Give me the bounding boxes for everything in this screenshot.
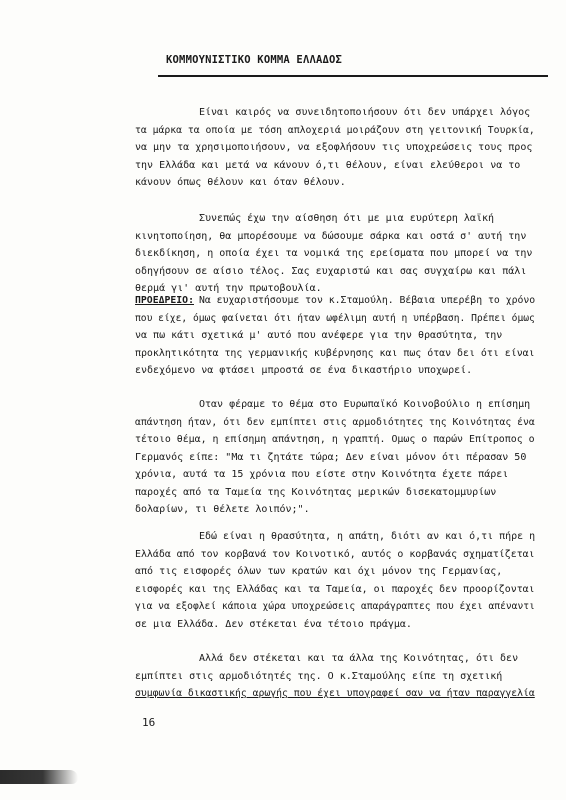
- line-text: τα μάρκα τα οποία με τόση απλοχεριά μοιράζουν στη γειτονική Τουρκία,: [135, 124, 535, 136]
- text-line: [135, 245, 535, 263]
- line-text: διεκδίκηση, η οποία έχει τα νομικά της ερείσματα που μπορεί να την: [135, 248, 533, 259]
- line-text: Οταν φέραμε το θέμα στο Ευρωπαϊκό Κοινοβούλιο η επίσημη: [199, 399, 531, 410]
- text-line: [135, 466, 535, 484]
- line-text: χρόνια, αυτά τα 15 χρόνια που είστε στην Κοινότητα έχετε πάρει: [135, 469, 509, 480]
- paragraph-4: [135, 396, 535, 519]
- line-text: εισφορές και της Ελλάδας και τα Ταμεία, οι παροχές δεν προορίζονται: [135, 583, 535, 595]
- line-text: συμφωνία δικαστικής αρωγής που έχει υπογραφεί σαν να ήταν παραγγελία: [135, 688, 535, 699]
- header-rule: [158, 75, 548, 77]
- line-text: δολαρίων, τι θέλετε λοιπόν;".: [135, 504, 310, 515]
- text-line: [135, 174, 535, 192]
- line-text: Είναι καιρός να συνειδητοποιήσουν ότι δεν υπάρχει λόγος: [199, 107, 531, 118]
- text-line: [135, 616, 535, 634]
- text-line: [135, 563, 535, 581]
- text-line: [135, 263, 535, 281]
- line-text: Εδώ είναι η θρασύτητα, η απάτη, διότι αν και ό,τι πήρε η: [199, 531, 535, 542]
- text-line: [135, 581, 535, 599]
- text-line: [135, 362, 535, 380]
- line-text: από τις εισφορές όλων των κρατών και όχι μόνον της Γερμανίας,: [135, 566, 503, 577]
- text-line: [135, 650, 535, 668]
- text-line: [135, 345, 535, 363]
- speaker-label: ΠΡΟΕΔΡΕΙΟ:: [135, 295, 194, 306]
- text-line: [135, 501, 535, 519]
- line-text: τέτοιο θέμα, η επίσημη απάντηση, η γραπτή. Ομως ο παρών Επίτροπος ο: [135, 434, 535, 445]
- text-line: [135, 327, 535, 345]
- line-text: κάνουν όπως θέλουν και όταν θέλουν.: [135, 177, 346, 188]
- line-text: Να ευχαριστήσουμε τον κ.Σταμούλη. Βέβαια υπερέβη το χρόνο: [198, 295, 535, 306]
- text-line: [135, 292, 535, 310]
- line-text: Γερμανός είπε: "Μα τι ζητάτε τώρα; Δεν είναι μόνον ότι πέρασαν 50: [135, 451, 527, 463]
- line-text: Αλλά δεν στέκεται και τα άλλα της Κοινότητας, ότι δεν: [199, 653, 519, 664]
- line-text: σε μια Ελλάδα. Δεν στέκεται ένα τέτοιο πράγμα.: [135, 618, 412, 630]
- line-text: εμπίπτει στις αρμοδιότητές της. Ο κ.Σταμούλης είπε τη σχετική: [135, 670, 503, 682]
- text-line: [135, 139, 535, 157]
- line-text: παροχές από τα Ταμεία της Κοινότητας μερικών δισεκατομμυρίων: [135, 486, 497, 498]
- line-text: κινητοποίηση, θα μπορέσουμε να δώσουμε σάρκα και οστά σ' αυτή την: [135, 230, 527, 242]
- paragraph-2: [135, 210, 535, 298]
- line-text: την Ελλάδα και μετά να κάνουν ό,τι θέλουν, είναι ελεύθεροι να το: [135, 159, 521, 171]
- text-line: [135, 228, 535, 246]
- line-text: να πω κάτι σχετικά μ' αυτό που ανέφερε για την θρασύτητα, την: [135, 330, 503, 341]
- text-line: [135, 528, 535, 546]
- line-text: ενδεχόμενο να φτάσει μπροστά σε ένα δικαστήριο υποχωρεί.: [135, 365, 473, 376]
- line-text: προκλητικότητα της γερμανικής κυβέρνησης και πως όταν δει ότι είναι: [135, 347, 535, 359]
- line-text: για να εξοφλεί κάποια χώρα υποχρεώσεις απαράγραπτες που έχει απέναντι: [135, 601, 535, 612]
- text-line: [135, 104, 535, 122]
- line-text: Συνεπώς έχω την αίσθηση ότι με μια ευρύτερη λαϊκή: [199, 213, 495, 224]
- text-line: [135, 449, 535, 467]
- line-text: Ελλάδα από τον κορβανά τον Κοινοτικό, αυτός ο κορβανάς σχηματίζεται: [135, 548, 535, 560]
- line-text: θερμά γι' αυτή την πρωτοβουλία.: [135, 283, 322, 294]
- text-line: [135, 685, 535, 703]
- text-line: [135, 210, 535, 228]
- line-text: οδηγήσουν σε αίσιο τέλος. Σας ευχαριστώ και σας συγχαίρω και πάλι: [135, 265, 527, 277]
- paragraph-3-presidium: [135, 292, 535, 380]
- text-line: [135, 598, 535, 616]
- text-line: [135, 122, 535, 140]
- text-line: [135, 396, 535, 414]
- text-line: [135, 668, 535, 686]
- scan-smudge: [0, 770, 78, 784]
- line-text: που είχε, όμως φαίνεται ότι ήταν ωφέλιμη αυτή η υπέρβαση. Πρέπει όμως: [135, 312, 535, 324]
- paragraph-1: [135, 104, 535, 192]
- text-line: [135, 431, 535, 449]
- text-line: [135, 310, 535, 328]
- line-text: να μην τα χρησιμοποιήσουν, να εξοφλήσουν τις υποχρεώσεις τους προς: [135, 142, 533, 153]
- text-line: [135, 414, 535, 432]
- page-number: 16: [142, 716, 156, 729]
- text-line: [135, 157, 535, 175]
- text-line: [135, 484, 535, 502]
- paragraph-6: [135, 650, 535, 703]
- line-text: απάντηση ήταν, ότι δεν εμπίπτει στις αρμοδιότητες της Κοινότητας ένα: [135, 416, 535, 428]
- party-header: ΚΟΜΜΟΥΝΙΣΤΙΚΟ ΚΟΜΜΑ ΕΛΛΑΔΟΣ: [166, 54, 343, 66]
- text-line: [135, 546, 535, 564]
- paragraph-5: [135, 528, 535, 633]
